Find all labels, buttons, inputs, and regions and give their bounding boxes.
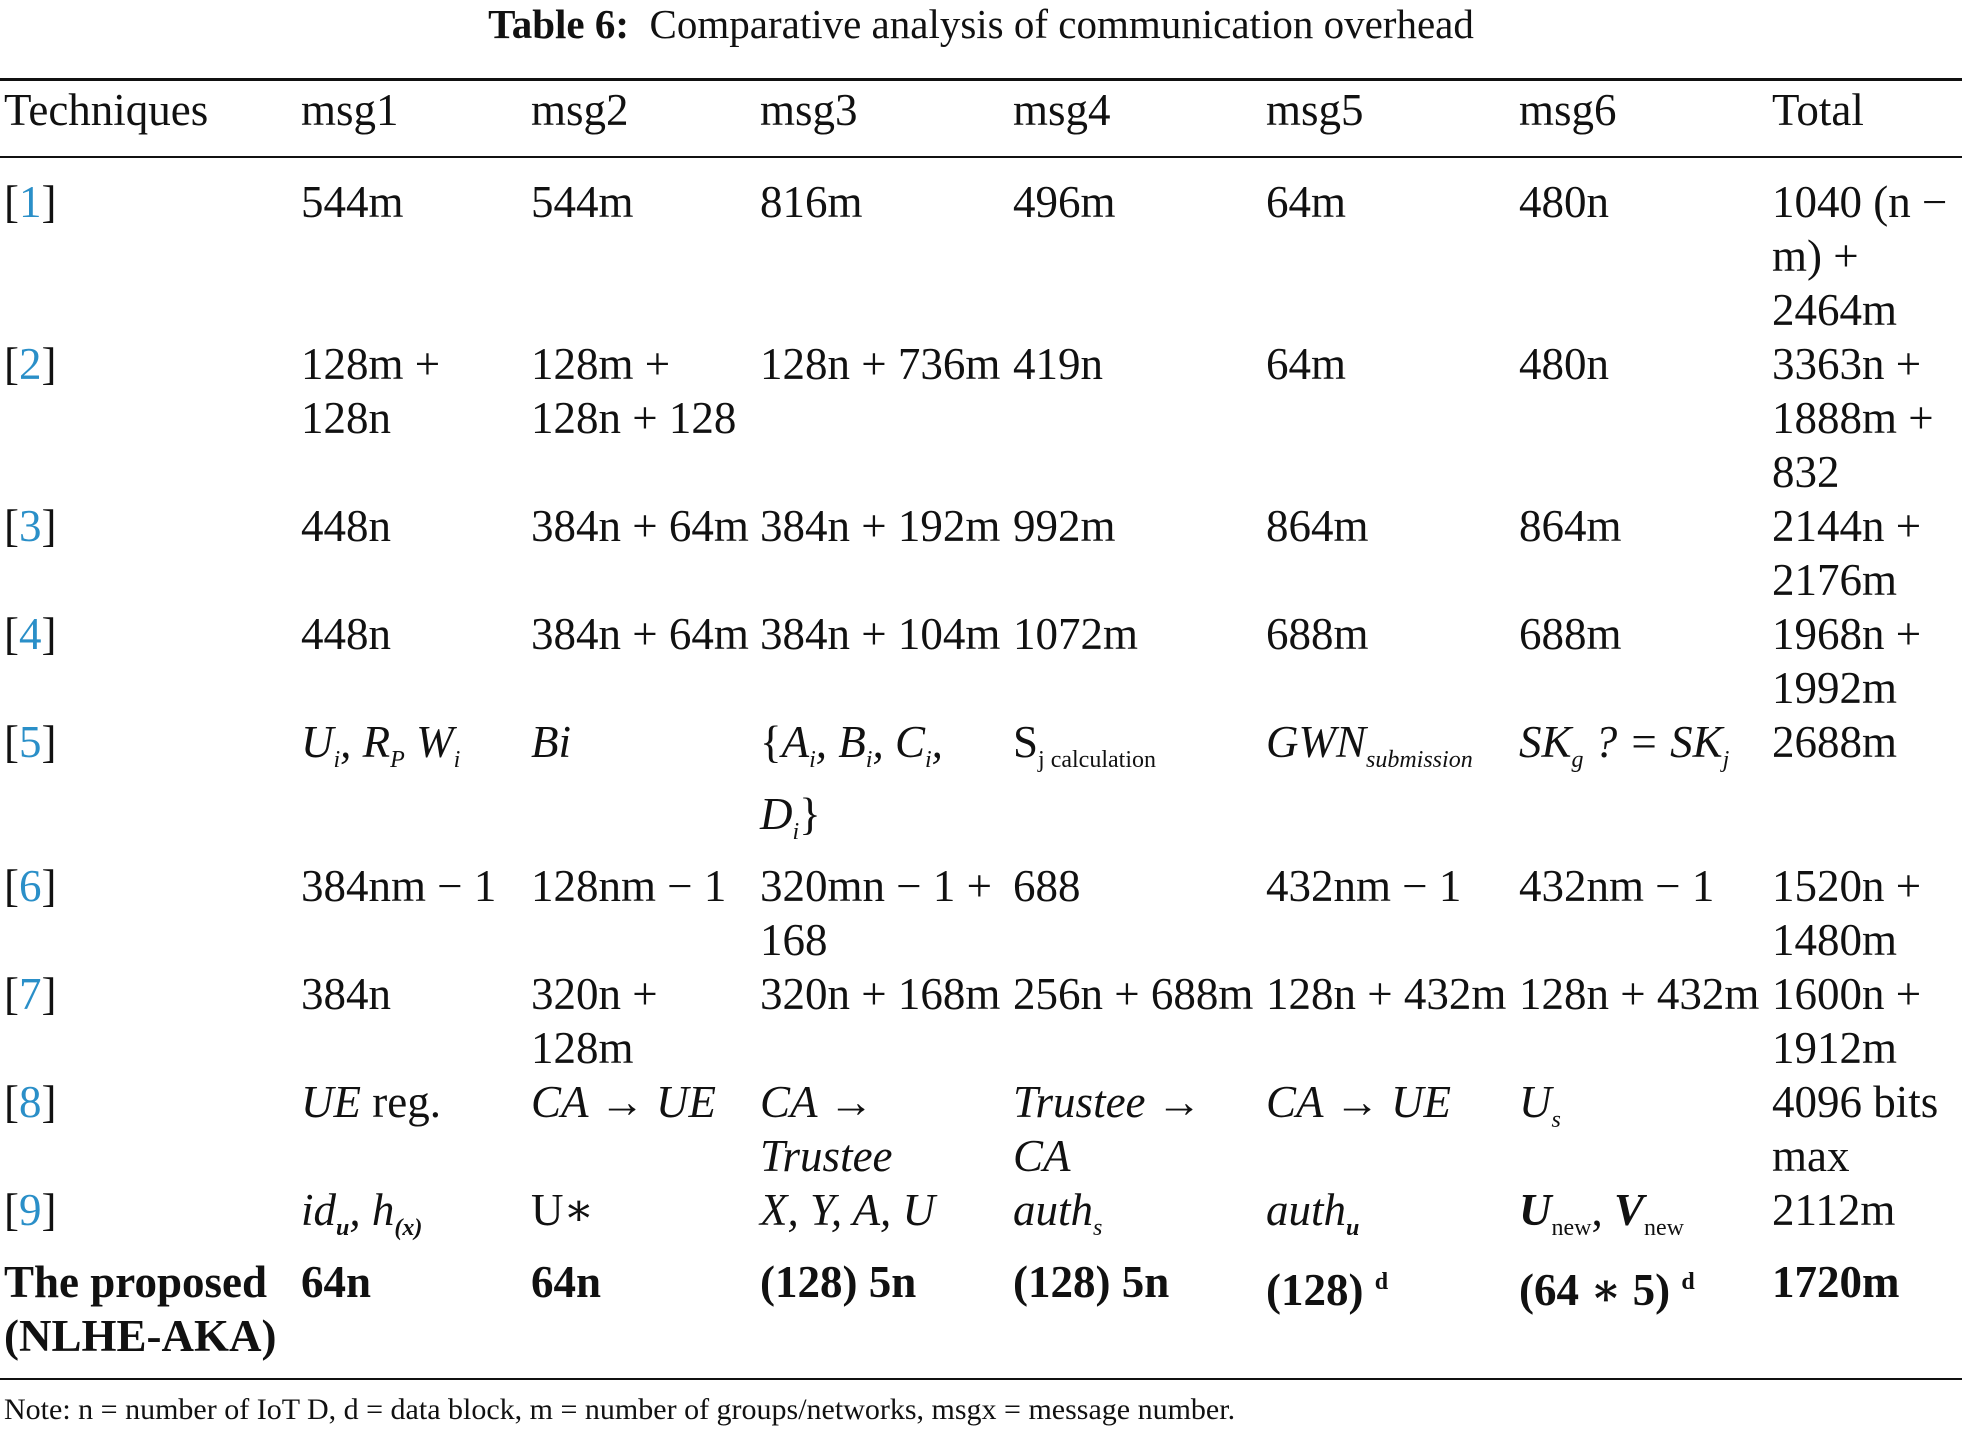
technique-citation: [5] [4, 717, 57, 767]
column-header: msg5 [1266, 85, 1364, 135]
table-cell: 128nm − 1 [531, 861, 727, 911]
table-cell: CA → UE [1266, 1077, 1452, 1127]
table-cell: (128) 5n [1013, 1257, 1170, 1307]
citation-link[interactable]: 7 [19, 969, 42, 1019]
technique-citation: [3] [4, 501, 57, 551]
proposed-row [0, 1255, 1962, 1363]
table-cell: 1968n + 1992m [1772, 609, 1922, 713]
table-cell: 320n + 168m [760, 969, 1001, 1019]
table-cell: 448n [301, 501, 391, 551]
table-cell: CA → Trustee [760, 1077, 893, 1181]
table-cell: 320mn − 1 + 168 [760, 861, 993, 965]
table-row [0, 153, 1962, 337]
table-cell: 128n + 432m [1266, 969, 1507, 1019]
citation-link[interactable]: 1 [19, 177, 42, 227]
table-cell: $U_{new}$, $V_{new}$ [1519, 1185, 1684, 1241]
table-cell: X, Y, A, U [760, 1185, 936, 1235]
table-cell: 320n + 128m [531, 969, 658, 1073]
table-cell: auth$_s$ [1013, 1185, 1103, 1241]
citation-link[interactable]: 3 [19, 501, 42, 551]
table-cell: 1040 (n − m) + 2464m [1772, 177, 1948, 335]
table-cell: 128m + 128n [301, 339, 441, 443]
table-cell: UE reg. [301, 1077, 441, 1127]
table-row [0, 607, 1962, 715]
comparison-table [0, 83, 1962, 1363]
table-cell: 128m + 128n + 128 [531, 339, 737, 443]
caption-label: Table 6: [488, 1, 630, 47]
table-cell: U∗ [531, 1185, 595, 1235]
table-row [0, 967, 1962, 1075]
table-cell: 480n [1519, 339, 1609, 389]
citation-link[interactable]: 9 [19, 1185, 42, 1235]
table-cell: Trustee → CA [1013, 1077, 1202, 1181]
top-rule [0, 78, 1962, 81]
table-row [0, 715, 1962, 859]
citation-link[interactable]: 5 [19, 717, 42, 767]
column-header: Techniques [4, 85, 209, 135]
table-cell: 384n + 192m [760, 501, 1001, 551]
table-cell: 432nm − 1 [1519, 861, 1715, 911]
table-cell: 1520n + 1480m [1772, 861, 1922, 965]
table-cell: 256n + 688m [1013, 969, 1254, 1019]
table-cell: $U_i$, $R_P$ $W_i$ [301, 717, 461, 773]
column-header: msg6 [1519, 85, 1617, 135]
table-cell: 1720m [1772, 1257, 1900, 1307]
technique-citation: [8] [4, 1077, 57, 1127]
technique-citation: [7] [4, 969, 57, 1019]
table-row [0, 499, 1962, 607]
table-row [0, 859, 1962, 967]
table-cell: $GWN_{submission}$ [1266, 717, 1473, 773]
table-cell: $S_{j calculation}$ [1013, 717, 1156, 773]
table-cell: 64n [301, 1257, 372, 1307]
column-header: msg1 [301, 85, 399, 135]
table-cell: 3363n + 1888m + 832 [1772, 339, 1934, 497]
column-header: Total [1772, 85, 1864, 135]
table-cell: 688 [1013, 861, 1081, 911]
table-cell: 4096 bits max [1772, 1077, 1939, 1181]
table-cell: 384n [301, 969, 391, 1019]
technique-citation: [6] [4, 861, 57, 911]
table-cell: $id_u$, $h_{(x)}$ [301, 1185, 423, 1241]
citation-link[interactable]: 2 [19, 339, 42, 389]
table-cell: (128) 5n [760, 1257, 917, 1307]
table-cell: $SK_g$ ? = $SK_j$ [1519, 717, 1730, 773]
table-row [0, 1183, 1962, 1255]
table-cell: 2112m [1772, 1185, 1896, 1235]
table-cell: 992m [1013, 501, 1116, 551]
table-cell: auth$_u$ [1266, 1185, 1360, 1241]
table-cell: 64m [1266, 339, 1347, 389]
table-cell: (128) $^d$ [1266, 1265, 1389, 1315]
table-cell: 432nm − 1 [1266, 861, 1462, 911]
table-cell: 384nm − 1 [301, 861, 497, 911]
table-cell: 64m [1266, 177, 1347, 227]
table-cell: 544m [301, 177, 404, 227]
table-cell: 688m [1519, 609, 1622, 659]
table-cell: 384n + 104m [760, 609, 1001, 659]
bottom-rule [0, 1378, 1962, 1380]
table-body [0, 153, 1962, 1363]
table-cell: 128n + 432m [1519, 969, 1760, 1019]
citation-link[interactable]: 8 [19, 1077, 42, 1127]
column-header: msg2 [531, 85, 629, 135]
table-cell: 1072m [1013, 609, 1139, 659]
table-row [0, 1075, 1962, 1183]
table-cell: 384n + 64m [531, 609, 749, 659]
table-note: Note: n = number of IoT D, d = data block, m = number of groups/networks, msgx = message number. [4, 1393, 1236, 1426]
citation-link[interactable]: 4 [19, 609, 42, 659]
table-cell: 384n + 64m [531, 501, 749, 551]
table-cell: 128n + 736m [760, 339, 1001, 389]
caption-text: Comparative analysis of communication overhead [649, 1, 1474, 47]
table-cell: 544m [531, 177, 634, 227]
technique-citation: [9] [4, 1185, 57, 1235]
table-cell: 496m [1013, 177, 1116, 227]
header-row [0, 83, 1962, 153]
table-cell: 2688m [1772, 717, 1898, 767]
table-cell: 688m [1266, 609, 1369, 659]
column-header: msg4 [1013, 85, 1111, 135]
table-cell: 864m [1519, 501, 1622, 551]
table-cell: 419n [1013, 339, 1103, 389]
table-cell: {$A_i$, $B_i$, $C_i$, $D_i$} [760, 717, 943, 845]
proposed-label: The proposed (NLHE-AKA) [4, 1257, 277, 1361]
table-cell: 480n [1519, 177, 1609, 227]
table-cell: 2144n + 2176m [1772, 501, 1922, 605]
table-cell: 864m [1266, 501, 1369, 551]
table-cell: 816m [760, 177, 863, 227]
table-cell: 1600n + 1912m [1772, 969, 1922, 1073]
technique-citation: [2] [4, 339, 57, 389]
technique-citation: [1] [4, 177, 57, 227]
table-cell: 64n [531, 1257, 602, 1307]
table-row [0, 337, 1962, 499]
table-cell: (64 ∗ 5) $^d$ [1519, 1265, 1695, 1315]
table-cell: $U_s$ [1519, 1077, 1561, 1133]
table-cell: Bi [531, 717, 571, 767]
technique-citation: [4] [4, 609, 57, 659]
citation-link[interactable]: 6 [19, 861, 42, 911]
table-cell: 448n [301, 609, 391, 659]
table-cell: CA → UE [531, 1077, 717, 1127]
column-header: msg3 [760, 85, 858, 135]
table-caption [0, 2, 1962, 46]
